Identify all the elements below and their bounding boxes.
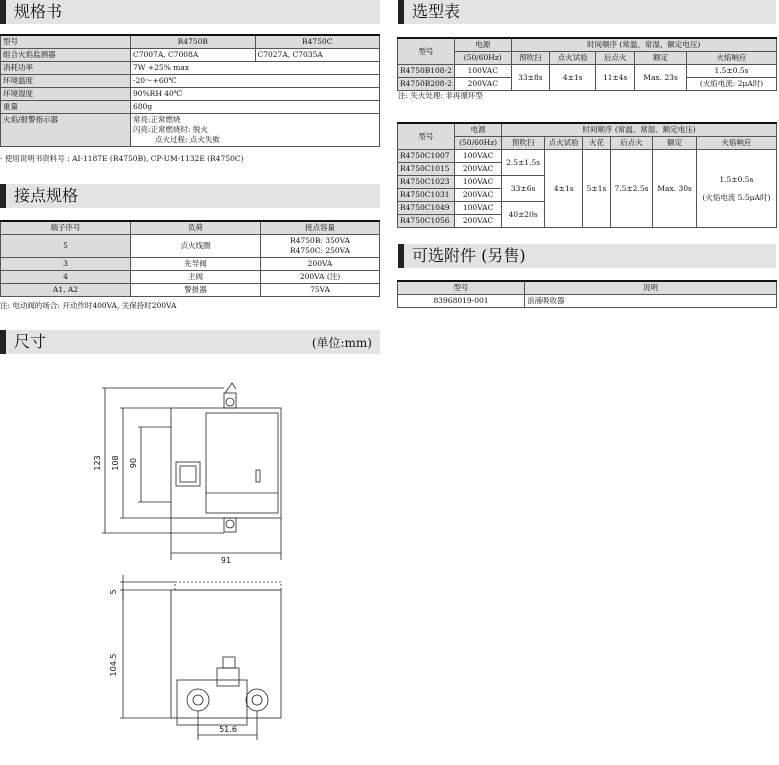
dim-label-104-5: 104.5 (109, 653, 118, 677)
dim-label-5: 5 (109, 589, 118, 595)
spec-label: 环境温度 (1, 75, 131, 88)
contact-load: 主阀 (131, 271, 261, 284)
selection-note: 注: 失火处理: 非再循环型 (398, 91, 483, 100)
section-title: 尺寸 (14, 332, 47, 351)
sel-response: 1.5±0.5s (687, 65, 777, 78)
section-header-specs (0, 0, 380, 24)
section-bar (398, 0, 404, 24)
spec-label: 火焰/报警指示器 (1, 114, 131, 147)
accessory-table (397, 280, 777, 308)
sel-subheader: 预吹扫 (502, 137, 545, 150)
contact-capacity: 200VA (261, 258, 380, 271)
sel-rated: Max. 23s (635, 65, 687, 91)
selection-table-b (397, 37, 777, 91)
contact-terminal: 4 (1, 271, 131, 284)
sel-subheader: 额定 (635, 52, 687, 65)
spec-value: 7W +25% max (131, 62, 380, 75)
indicator-line: 闪亮:正常燃烧时: 脱火 (133, 125, 208, 134)
spec-note: · 使用说明书资料号 : AI-1187E (R4750B), CP-UM-1132E (R4750C) (0, 154, 244, 163)
spec-value: C7027A, C7035A (255, 49, 380, 62)
sel-post: 7.5±2.5s (610, 150, 653, 228)
sel-power: 200VAC (455, 189, 502, 202)
sel-purge: 33±8s (511, 65, 550, 91)
sel-power: 200VAC (455, 78, 512, 91)
selection-table-c (397, 122, 777, 228)
sel-response (696, 150, 776, 228)
sel-model: R4750B208-2 (398, 78, 455, 91)
sel-purge: 2.5±1.5s (502, 150, 545, 176)
indicator-line: 常亮:正常燃烧 (133, 115, 181, 124)
accessory-header: 说明 (525, 281, 777, 295)
sel-power: 100VAC (455, 202, 502, 215)
sel-power: 200VAC (455, 215, 502, 228)
spec-value: C7007A, C7008A (131, 49, 256, 62)
spec-label: 消耗功率 (1, 62, 131, 75)
sel-subheader: 后点火 (596, 52, 635, 65)
sel-subheader: 点火试验 (550, 52, 596, 65)
sel-post: 11±4s (596, 65, 635, 91)
spec-value-indicator (131, 114, 380, 147)
section-header-accessories (398, 244, 776, 268)
section-bar (0, 330, 6, 354)
sel-power: 100VAC (455, 150, 502, 163)
sel-header-model: 型号 (398, 38, 455, 65)
sel-header-model: 型号 (398, 123, 455, 150)
sel-header-freq: (50/60Hz) (455, 52, 512, 65)
sel-model: R4750C1023 (398, 176, 455, 189)
sel-power: 200VAC (455, 163, 502, 176)
sel-model: R4750C1049 (398, 202, 455, 215)
response-line: 1.5±0.5s (719, 174, 754, 184)
response-line: (火焰电流 5.5μA时) (702, 192, 771, 202)
section-header-selection (398, 0, 776, 24)
spec-value: -20～+60℃ (131, 75, 380, 88)
sel-model: R4750B108-2 (398, 65, 455, 78)
spec-header-r4750c: R4750C (255, 35, 380, 49)
sel-trial: 4±1s (545, 150, 583, 228)
dim-label-91: 91 (220, 556, 232, 565)
spec-header-r4750b: R4750B (131, 35, 256, 49)
dim-label-123: 123 (93, 455, 102, 471)
sel-subheader: 额定 (653, 137, 696, 150)
capacity-line: R4750C: 250VA (289, 246, 351, 255)
spec-table (0, 34, 380, 147)
contact-header: 接点容量 (261, 221, 380, 235)
sel-header-power: 电源 (455, 38, 512, 52)
sel-header-sequence: 时间顺序 (常温、常湿、额定电压) (502, 123, 777, 137)
contact-terminal: 3 (1, 258, 131, 271)
sel-purge: 40±20s (502, 202, 545, 228)
sel-subheader: 预吹扫 (511, 52, 550, 65)
contact-table (0, 220, 380, 297)
section-header-contacts (0, 184, 380, 208)
section-title: 规格书 (14, 2, 63, 21)
section-title: 接点规格 (14, 186, 79, 205)
sel-response-note: (火焰电流: 2μA时) (687, 78, 777, 91)
contact-capacity (261, 235, 380, 258)
sel-subheader: 后点火 (610, 137, 653, 150)
sel-purge: 33±6s (502, 176, 545, 202)
section-title: 选型表 (412, 2, 461, 21)
spec-label: 环境湿度 (1, 88, 131, 101)
contact-header: 负荷 (131, 221, 261, 235)
sel-subheader: 火焰响应 (687, 52, 777, 65)
spec-header-label: 型号 (1, 35, 131, 49)
sel-header-sequence: 时间顺序 (常温、常湿、额定电压) (511, 38, 776, 52)
section-title: 可选附件 (另售) (412, 246, 526, 265)
sel-power: 100VAC (455, 176, 502, 189)
sel-power: 100VAC (455, 65, 512, 78)
sel-subheader: 火花 (583, 137, 610, 150)
section-header-dimensions (0, 330, 380, 354)
section-bar (398, 244, 404, 268)
sel-model: R4750C1007 (398, 150, 455, 163)
accessory-model: 83968019-001 (398, 295, 525, 308)
front-view-body (171, 408, 281, 518)
contact-terminal: A1, A2 (1, 284, 131, 297)
contact-capacity: 75VA (261, 284, 380, 297)
spec-label: 组合火焰监测器 (1, 49, 131, 62)
side-view-terminal (217, 668, 239, 686)
sel-model: R4750C1031 (398, 189, 455, 202)
capacity-line: R4750B: 350VA (290, 236, 350, 245)
contact-load: 点火线圈 (131, 235, 261, 258)
sel-subheader: 火焰响应 (696, 137, 776, 150)
spec-label: 重量 (1, 101, 131, 114)
spec-value: 90%RH 40℃ (131, 88, 380, 101)
dimension-drawing (80, 375, 300, 760)
dimension-unit: (单位:mm) (311, 336, 372, 350)
sel-header-freq: (50/60Hz) (455, 137, 502, 150)
contact-terminal: 5 (1, 235, 131, 258)
section-bar (0, 0, 6, 24)
sel-model: R4750C1056 (398, 215, 455, 228)
side-view-body (171, 590, 281, 718)
sel-subheader: 点火试验 (545, 137, 583, 150)
dim-label-51-6: 51.6 (219, 725, 237, 734)
front-view-cover (206, 413, 278, 513)
accessory-header: 型号 (398, 281, 525, 295)
section-bar (0, 184, 6, 208)
contact-capacity: 200VA (注) (261, 271, 380, 284)
sel-model: R4750C1015 (398, 163, 455, 176)
sel-rated: Max. 30s (653, 150, 696, 228)
contact-header: 端子序号 (1, 221, 131, 235)
sel-trial: 4±1s (550, 65, 596, 91)
dim-label-108: 108 (111, 455, 120, 471)
sel-spark: 5±1s (583, 150, 610, 228)
contact-load: 先导阀 (131, 258, 261, 271)
contact-note: 注: 电动阀的场合: 开动作时400VA, 关保持时200VA (0, 301, 177, 310)
dim-label-90: 90 (129, 457, 138, 469)
accessory-desc: 浪涌吸收器 (525, 295, 777, 308)
sel-header-power: 电源 (455, 123, 502, 137)
indicator-line: 点火过程: 点火失败 (155, 135, 220, 144)
spec-value: 680g (131, 101, 380, 114)
contact-load: 警报器 (131, 284, 261, 297)
